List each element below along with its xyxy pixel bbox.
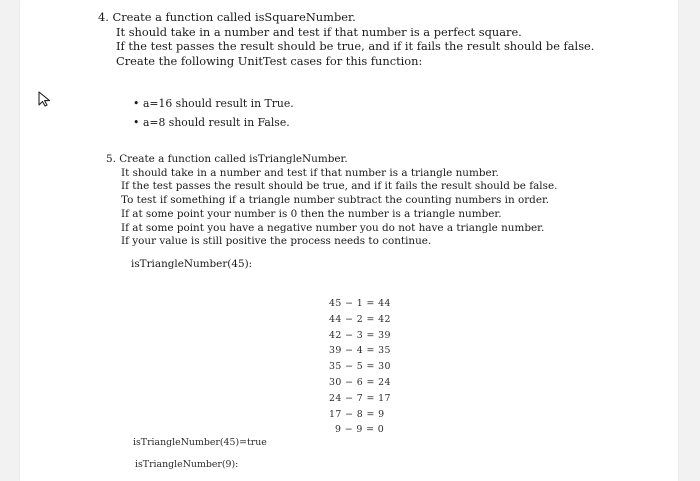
step-row: 9 − 9 = 0: [335, 424, 385, 436]
question-5-line: If your value is still positive the process needs to continue.: [121, 235, 432, 248]
step-row: 45 − 1 = 44: [329, 298, 391, 309]
step-row: 24 − 7 = 17: [329, 392, 391, 404]
bullet-icon: •: [133, 97, 140, 110]
step-row: 17 − 8 = 9: [329, 408, 385, 420]
step-row: 35 − 5 = 30: [329, 361, 391, 373]
step-row: 39 − 4 = 35: [329, 345, 391, 357]
step-row: 42 − 3 = 39: [329, 329, 391, 341]
question-5: [106, 153, 557, 249]
question-5-line: If at some point you have a negative number you do not have a triangle number.: [121, 221, 545, 234]
step-row: 30 − 6 = 24: [329, 376, 391, 388]
bullet-icon: •: [133, 116, 140, 129]
question-5-title: 5. Create a function called isTriangleNumber.: [106, 153, 348, 165]
test-case-text: a=16 should result in True.: [143, 97, 294, 110]
question-4-line: It should take in a number and test if that number is a perfect square.: [116, 24, 522, 39]
question-5-line: If the test passes the result should be true, and if it fails the result should be false.: [121, 180, 558, 193]
question-4-line: Create the following UnitTest cases for this function:: [116, 53, 423, 68]
question-4-title: 4. Create a function called isSquareNumber.: [98, 10, 356, 24]
question-4-line: If the test passes the result should be true, and if it fails the result should be false.: [116, 39, 595, 53]
list-item: [133, 94, 294, 113]
example-result: isTriangleNumber(45)=true: [133, 437, 267, 448]
list-item: [133, 113, 294, 132]
next-example-call: isTriangleNumber(9):: [135, 459, 239, 470]
question-5-line: To test if something if a triangle number subtract the counting numbers in order.: [121, 194, 550, 207]
question-5-line: It should take in a number and test if that number is a triangle number.: [121, 166, 499, 179]
mouse-pointer-icon: [38, 91, 52, 107]
subtraction-steps: [329, 296, 391, 438]
step-row: 44 − 2 = 42: [329, 313, 391, 325]
example-call: isTriangleNumber(45):: [131, 258, 253, 270]
question-4-test-cases: [133, 94, 294, 132]
question-4: [98, 10, 594, 68]
test-case-text: a=8 should result in False.: [143, 116, 290, 129]
question-5-line: If at some point your number is 0 then the number is a triangle number.: [121, 207, 502, 220]
